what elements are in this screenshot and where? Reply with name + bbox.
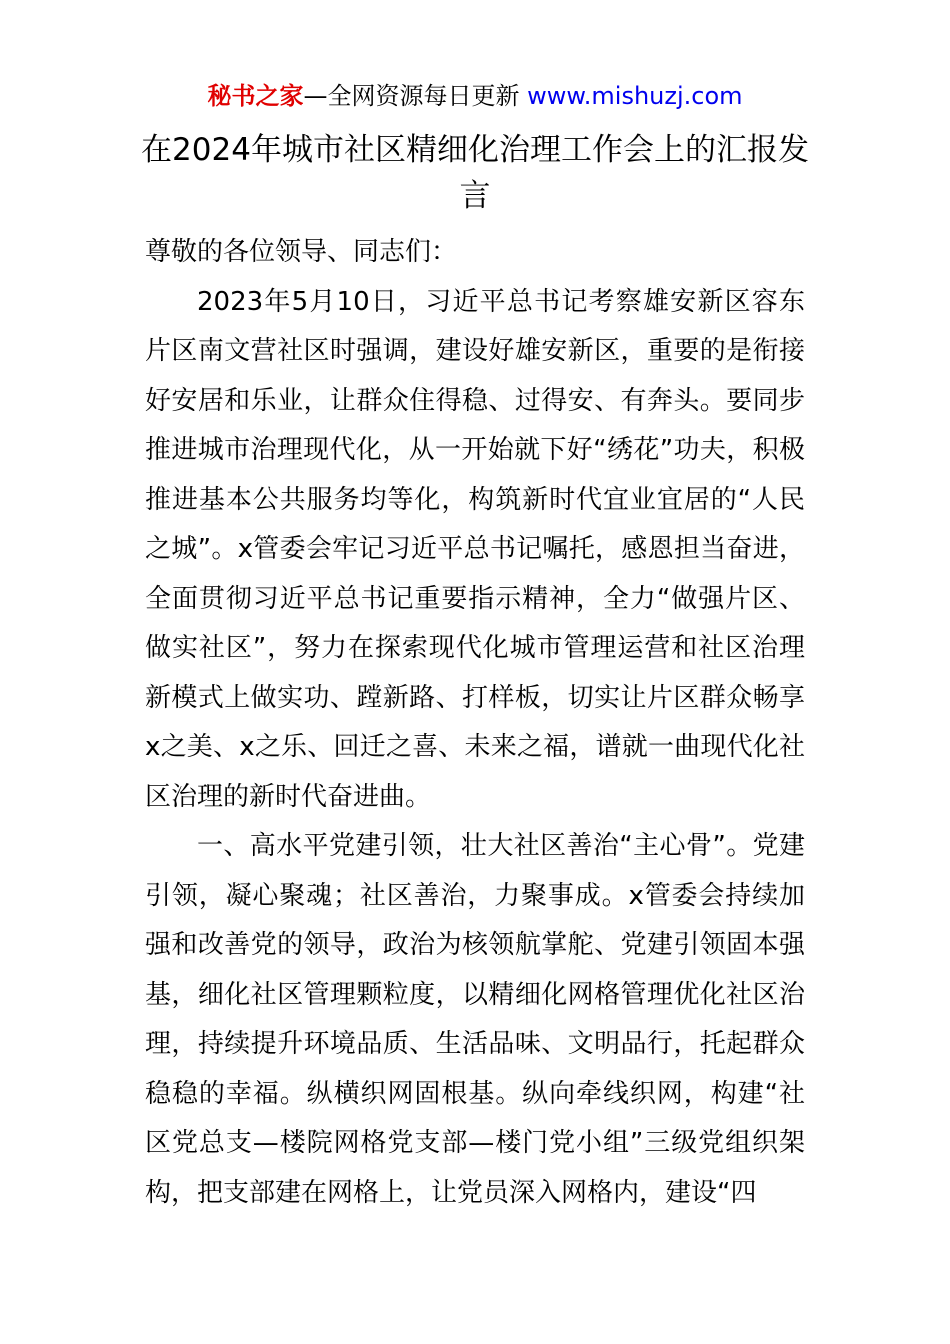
document-body xyxy=(145,228,805,1218)
salutation: 尊敬的各位领导、同志们： xyxy=(145,237,458,267)
paragraph: 2023年5月10日，习近平总书记考察雄安新区容东片区南文营社区时强调，建设好雄安新区，重要的是衔接好安居和乐业，让群众住得稳、过得安、有奔头。要同步推进城市治理现代化，从一开始就下好“绣花”功夫，积极推进基本公共服务均等化，构筑新时代宜业宜居的“人民之城”。x管委会牢记习近平总书记嘱托，感恩担当奋进，全面贯彻习近平总书记重要指示精神，全力“做强片区、做实社区”，努力在探索现代化城市管理运营和社区治理新模式上做实功、蹚新路、打样板，切实让片区群众畅享x之美、x之乐、回迁之喜、未来之福，谱就一曲现代化社区治理的新时代奋进曲。 xyxy=(145,286,805,812)
site-url-link[interactable]: www.mishuzj.com xyxy=(527,82,743,110)
header-tagline: —全网资源每日更新 xyxy=(303,82,520,110)
document-title: 在2024年城市社区精细化治理工作会上的汇报发言 xyxy=(141,132,809,214)
brand-name: 秘书之家 xyxy=(207,82,304,110)
site-header xyxy=(0,80,950,112)
paragraph: 一、高水平党建引领，壮大社区善治“主心骨”。党建引领，凝心聚魂；社区善治，力聚事成。x管委会持续加强和改善党的领导，政治为核领航掌舵、党建引领固本强基，细化社区管理颗粒度，以精细化网格管理优化社区治理，持续提升环境品质、生活品味、文明品行，托起群众稳稳的幸福。纵横织网固根基。纵向牵线织网，构建“社区党总支—楼院网格党支部—楼门党小组”三级党组织架构，把支部建在网格上，让党员深入网格内，建设“四 xyxy=(145,831,805,1208)
